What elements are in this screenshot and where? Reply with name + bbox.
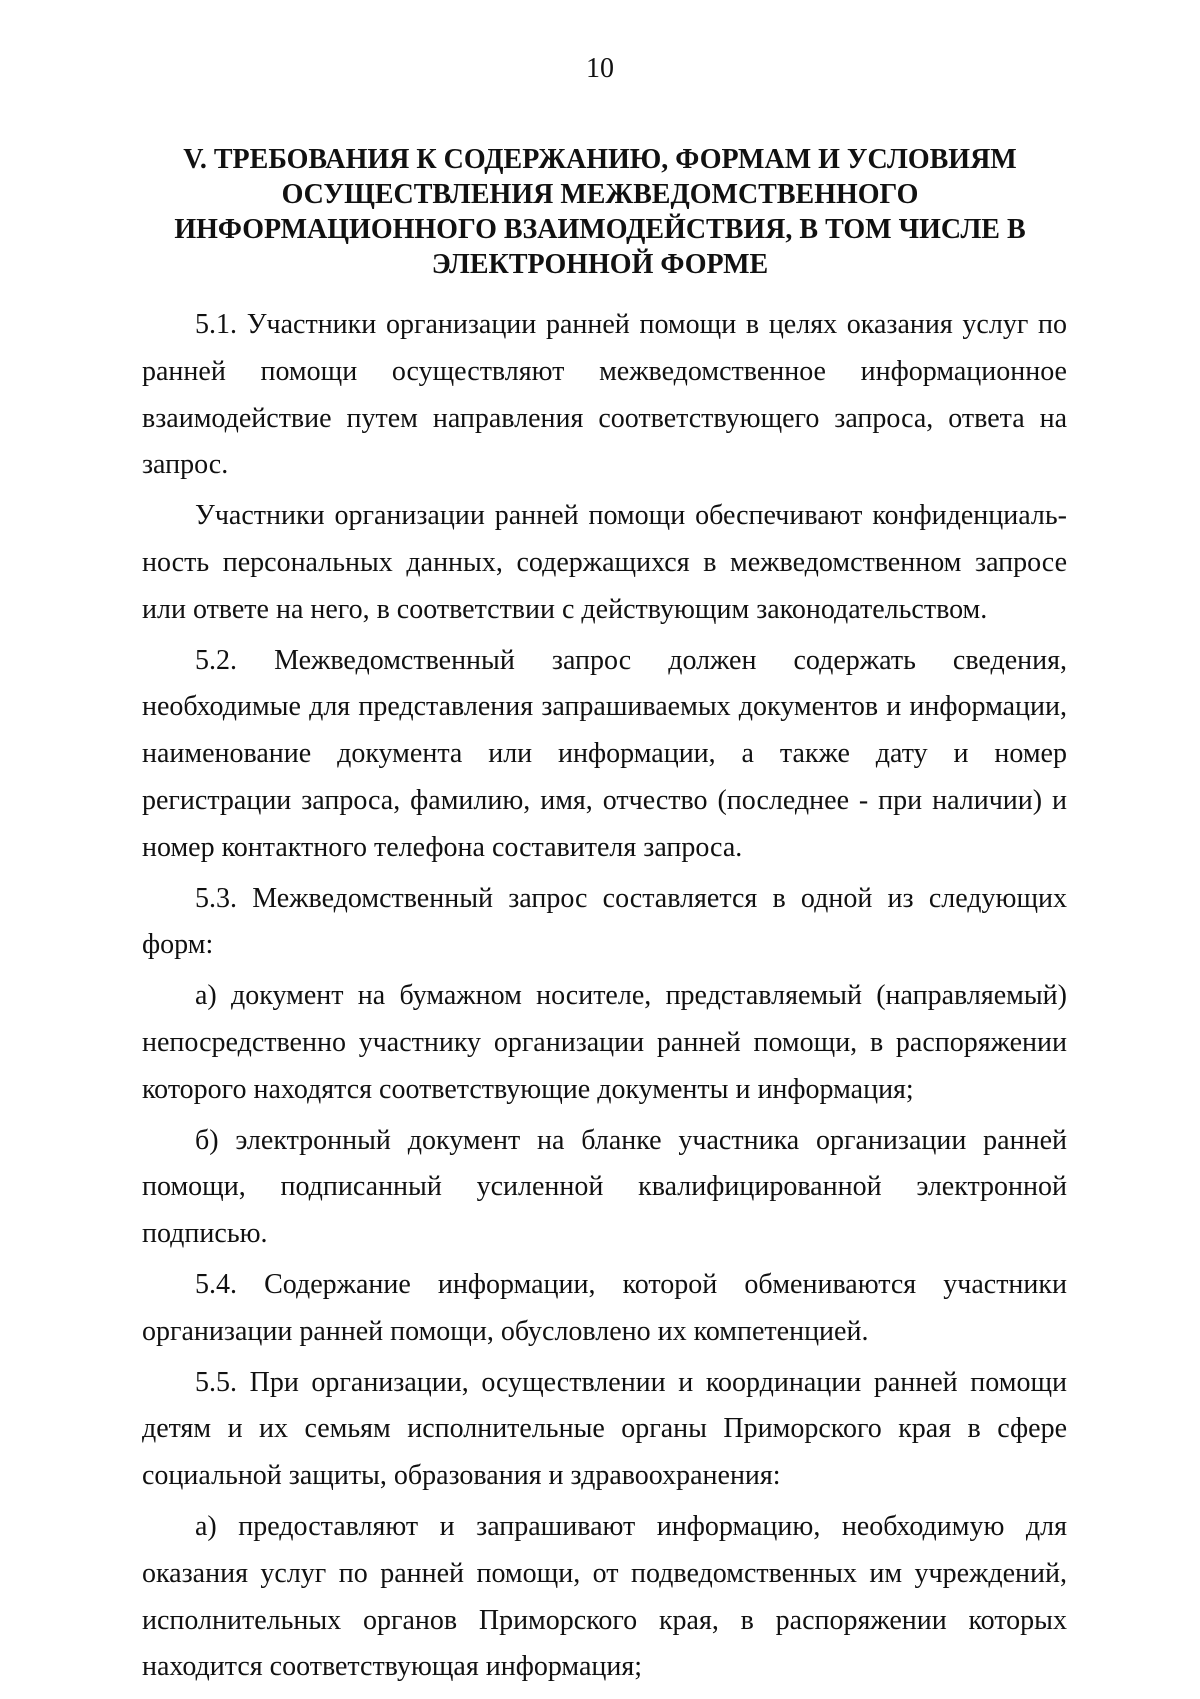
paragraph-5-1: 5.1. Участники организации ранней помощи в целях оказания услуг по ранней помощи осуществляют межведомственное информационное взаимодействие путем направления соответствующего запроса, ответа на запрос.	[142, 309, 1067, 481]
section-heading-line: ОСУЩЕСТВЛЕНИЯ МЕЖВЕДОМСТВЕННОГО	[281, 179, 919, 210]
document-body	[142, 302, 1067, 1691]
paragraph-5-3-b: б) электронный документ на бланке участника организации ранней помощи, подписанный усиленной квалифицированной электронной подписью.	[142, 1124, 1067, 1250]
paragraph-5-2: 5.2. Межведомственный запрос должен содержать сведения, необходимые для представления запрашиваемых документов и информации, наименование документа или информации, а также дату и номер регистрации запроса, фамилию, имя, отчество (последнее - при наличии) и номер контактного телефона составителя запроса.	[142, 644, 1067, 863]
section-heading-line: V. ТРЕБОВАНИЯ К СОДЕРЖАНИЮ, ФОРМАМ И УСЛОВИЯМ	[183, 144, 1017, 175]
paragraph-5-3-a: а) документ на бумажном носителе, представляемый (направляемый) непосредственно участнику организации ранней помощи, в распоряжении которого находятся соответствующие документы и информация;	[142, 980, 1067, 1105]
paragraph-confidentiality: Участники организации ранней помощи обеспечивают конфиденциальность персональных данных, содержащихся в межведомственном запросе или ответе на него, в соответствии с действующим законодательством.	[142, 500, 1067, 625]
section-heading-line: ЭЛЕКТРОННОЙ ФОРМЕ	[431, 249, 769, 280]
paragraph-5-3: 5.3. Межведомственный запрос составляется в одной из следующих форм:	[142, 882, 1067, 961]
page-number: 10	[586, 53, 614, 84]
section-heading	[150, 142, 1050, 282]
section-heading-line: ИНФОРМАЦИОННОГО ВЗАИМОДЕЙСТВИЯ, В ТОМ ЧИСЛЕ В	[174, 214, 1026, 245]
paragraph-5-4: 5.4. Содержание информации, которой обмениваются участники организации ранней помощи, обусловлено их компетенцией.	[142, 1268, 1067, 1347]
paragraph-5-5-a: а) предоставляют и запрашивают информацию, необходимую для оказания услуг по ранней помощи, от подведомственных им учреждений, исполнительных органов Приморского края, в распоряжении которых находится соответствующая информация;	[142, 1510, 1067, 1683]
paragraph-5-5: 5.5. При организации, осуществлении и координации ранней помощи детям и их семьям исполнительные органы Приморского края в сфере социальной защиты, образования и здравоохранения:	[142, 1366, 1067, 1492]
